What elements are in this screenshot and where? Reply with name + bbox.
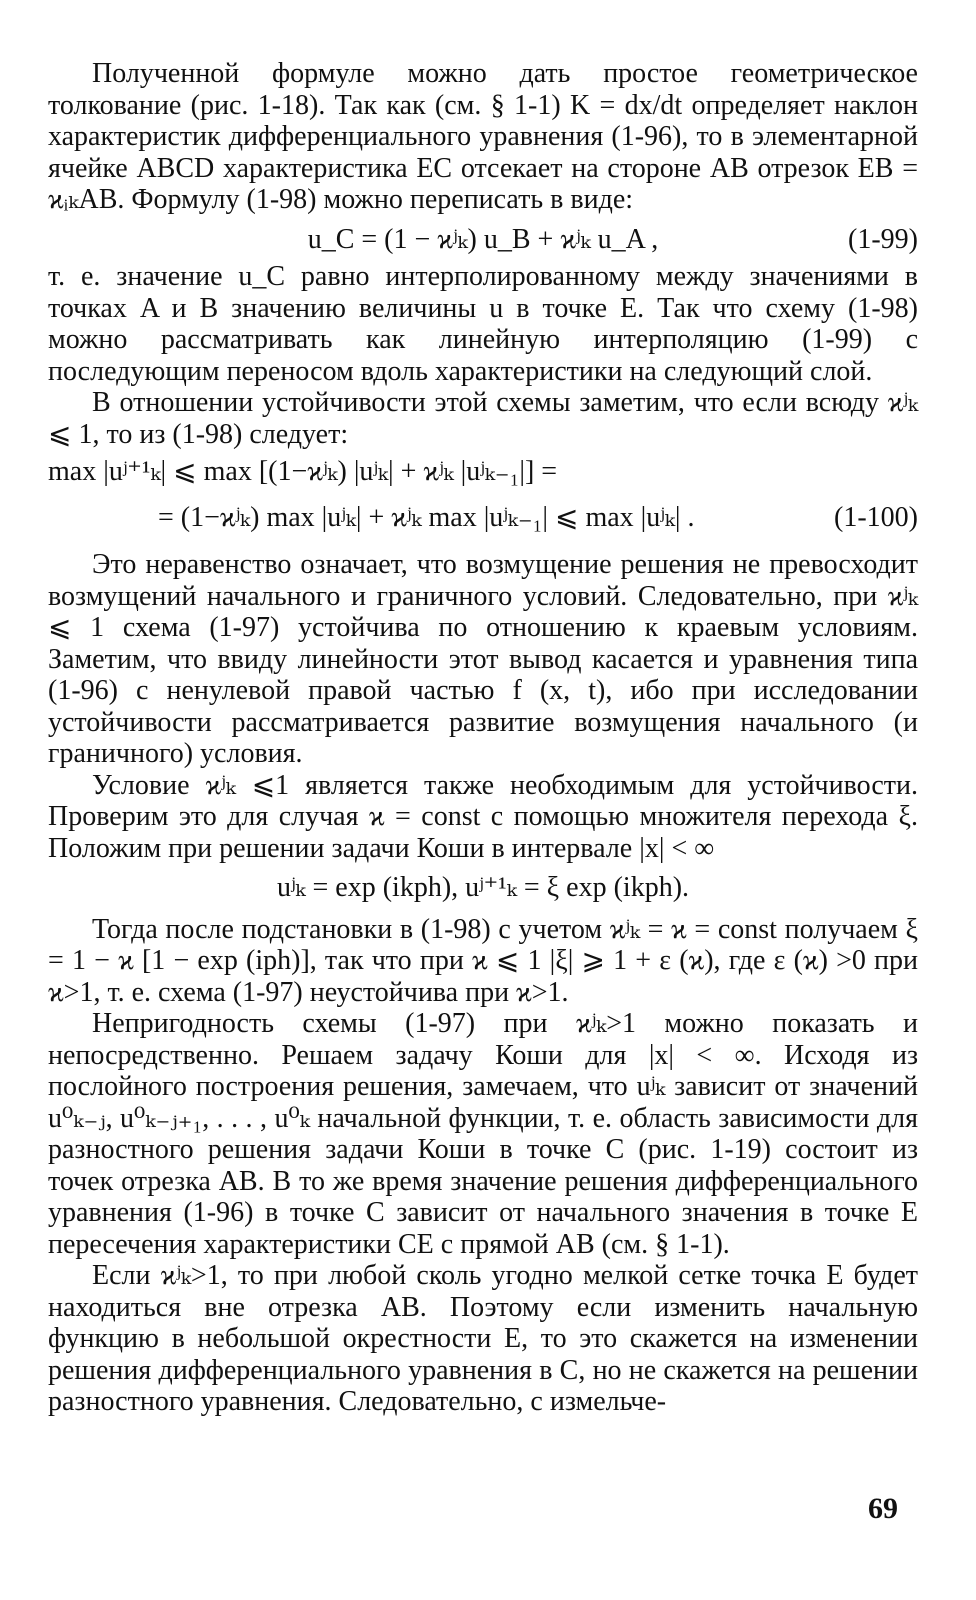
- equation-1-99-body: u_C = (1 − ϰʲₖ) u_B + ϰʲₖ u_A ,: [307, 223, 659, 255]
- page-number: 69: [868, 1492, 898, 1525]
- paragraph-3: В отношении устойчивости этой схемы заметим, что если всюду ϰʲₖ ⩽ 1, то из (1-98) следует:: [48, 387, 918, 450]
- paragraph-4: Это неравенство означает, что возмущение решения не превосходит возмущений начального и граничного условий. Следовательно, при ϰʲₖ ⩽ 1 схема (1-97) устойчива по отношению к краевым условиям. Заметим, что ввиду линейности этот вывод касается и уравнения типа (1-96) с ненулевой правой частью f (x, t), ибо при исследовании устойчивости рассматривается развитие возмущения начального (и граничного) условия.: [48, 549, 918, 769]
- equation-1-100-line1-text: max |uʲ⁺¹ₖ| ⩽ max [(1−ϰʲₖ) |uʲₖ| + ϰʲₖ |uʲₖ₋₁|] =: [48, 456, 558, 487]
- paragraph-1: Полученной формуле можно дать простое геометрическое толкование (рис. 1-18). Так как (см. § 1-1) K = dx/dt определяет наклон характеристик дифференциального уравнения (1-96), то в элементарной ячейке ABCD характеристика EC отсекает на стороне AB отрезок EB = ϰᵢₖAB. Формулу (1-98) можно переписать в виде:: [48, 58, 918, 215]
- equation-1-100-line1: [48, 456, 918, 488]
- equation-exp: [48, 872, 918, 904]
- equation-1-100-line2: [48, 502, 918, 534]
- paragraph-7: Непригодность схемы (1-97) при ϰʲₖ>1 можно показать и непосредственно. Решаем задачу Коши для |x| < ∞. Исходя из послойного построения решения, замечаем, что uʲₖ зависит от значений u⁰ₖ₋ⱼ, u⁰ₖ₋ⱼ₊₁, . . . , u⁰ₖ начальной функции, т. е. область зависимости для разностного решения задачи Коши в точке C (рис. 1-19) состоит из точек отрезка AB. В то же время значение решения дифференциального уравнения (1-96) в точке C зависит от начального значения в точке E пересечения характеристики CE с прямой AB (см. § 1-1).: [48, 1008, 918, 1260]
- paragraph-5: Условие ϰʲₖ ⩽1 является также необходимым для устойчивости. Проверим это для случая ϰ = const с помощью множителя перехода ξ. Положим при решении задачи Коши в интервале |x| < ∞: [48, 769, 918, 864]
- paragraph-6: Тогда после подстановки в (1-98) с учетом ϰʲₖ = ϰ = const получаем ξ = 1 − ϰ [1 − exp (iph)], так что при ϰ ⩽ 1 |ξ| ⩾ 1 + ε (ϰ), где ε (ϰ) >0 при ϰ>1, т. е. схема (1-97) неустойчива при ϰ>1.: [48, 913, 918, 1008]
- equation-1-100-line2-text: = (1−ϰʲₖ) max |uʲₖ| + ϰʲₖ max |uʲₖ₋₁| ⩽ max |uʲₖ| .: [158, 501, 695, 533]
- paragraph-8: Если ϰʲₖ>1, то при любой сколь угодно мелкой сетке точка E будет находиться вне отрезка AB. Поэтому если изменить начальную функцию в небольшой окрестности E, то это скажется на изменении решения дифференциального уравнения в C, но не скажется на решении разностного уравнения. Следовательно, с измельче-: [48, 1260, 918, 1417]
- equation-exp-text: uʲₖ = exp (ikph), uʲ⁺¹ₖ = ξ exp (ikph).: [276, 872, 690, 903]
- page-body: [48, 58, 918, 1418]
- equation-1-99-number: (1-99): [848, 223, 918, 255]
- equation-1-100-number: (1-100): [834, 501, 918, 533]
- equation-1-99: [48, 224, 918, 256]
- paragraph-2: т. е. значение u_C равно интерполированному между значениями в точках A и B значению величины u в точке E. Так что схему (1-98) можно рассматривать как линейную интерполяцию (1-99) с последующим переносом вдоль характеристики на следующий слой.: [48, 261, 918, 387]
